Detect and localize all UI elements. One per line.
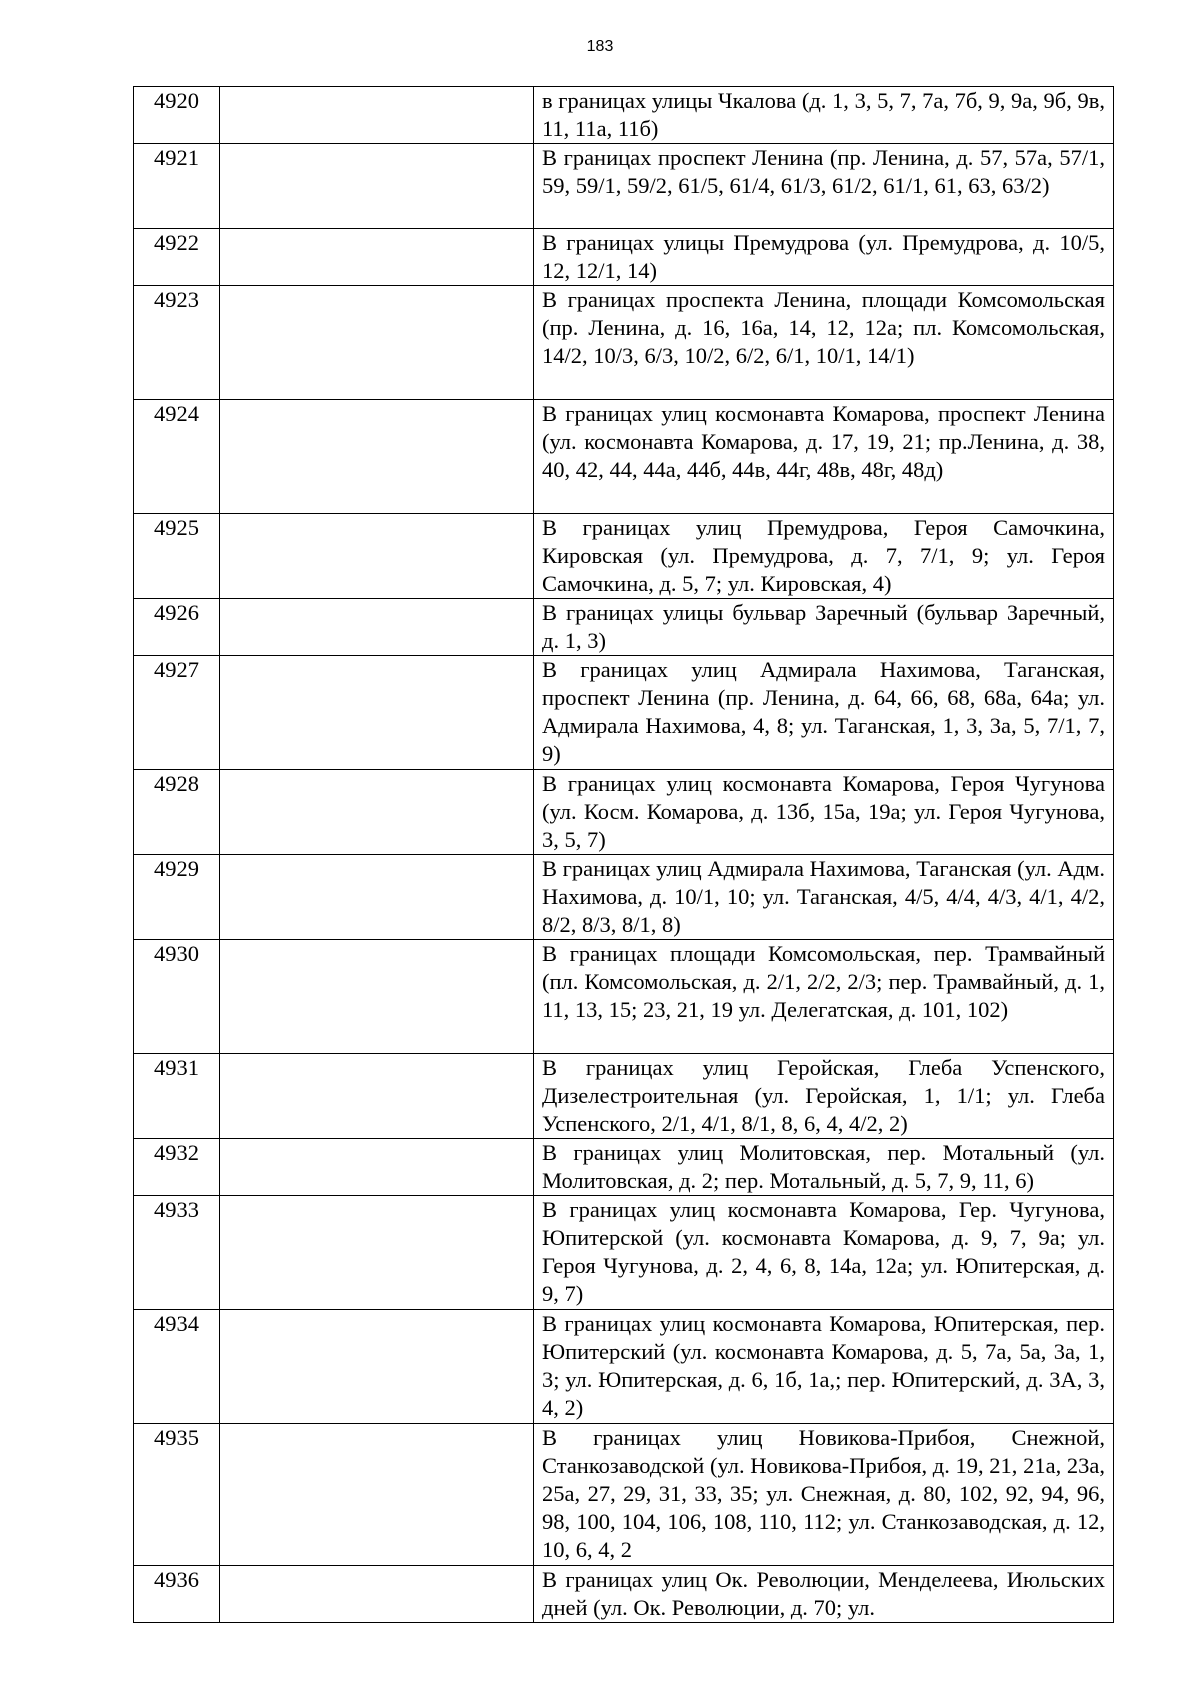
table-row bbox=[134, 286, 1114, 400]
row-number: 4930 bbox=[134, 940, 220, 1054]
row-number: 4928 bbox=[134, 770, 220, 855]
table-row bbox=[134, 1566, 1114, 1623]
empty-cell bbox=[220, 1566, 534, 1623]
table-row bbox=[134, 940, 1114, 1054]
empty-cell bbox=[220, 599, 534, 656]
page-number: 183 bbox=[586, 38, 614, 55]
table-row bbox=[134, 1424, 1114, 1566]
row-number: 4922 bbox=[134, 229, 220, 286]
address-description: В границах улиц космонавта Комарова, проспект Ленина (ул. космонавта Комарова, д. 17, 19, 21; пр.Ленина, д. 38, 40, 42, 44, 44а, 44б, 44в, 44г, 48в, 48г, 48д) bbox=[534, 400, 1114, 514]
address-description: В границах улицы Премудрова (ул. Премудрова, д. 10/5, 12, 12/1, 14) bbox=[534, 229, 1114, 286]
row-number: 4923 bbox=[134, 286, 220, 400]
address-table bbox=[133, 86, 1114, 1623]
empty-cell bbox=[220, 770, 534, 855]
address-description: В границах улиц Молитовская, пер. Мотальный (ул. Молитовская, д. 2; пер. Мотальный, д. 5, 7, 9, 11, 6) bbox=[534, 1139, 1114, 1196]
row-number: 4926 bbox=[134, 599, 220, 656]
table-row bbox=[134, 1139, 1114, 1196]
row-number: 4924 bbox=[134, 400, 220, 514]
address-description: В границах площади Комсомольская, пер. Трамвайный (пл. Комсомольская, д. 2/1, 2/2, 2/3; пер. Трамвайный, д. 1, 11, 13, 15; 23, 21, 19 ул. Делегатская, д. 101, 102) bbox=[534, 940, 1114, 1054]
row-number: 4931 bbox=[134, 1054, 220, 1139]
empty-cell bbox=[220, 1310, 534, 1424]
table-row bbox=[134, 87, 1114, 144]
table-row bbox=[134, 1054, 1114, 1139]
address-description: В границах улиц Адмирала Нахимова, Таганская, проспект Ленина (пр. Ленина, д. 64, 66, 68, 68а, 64а; ул. Адмирала Нахимова, 4, 8; ул. Таганская, 1, 3, 3а, 5, 7/1, 7, 9) bbox=[534, 656, 1114, 770]
row-number: 4935 bbox=[134, 1424, 220, 1566]
address-description: В границах улицы бульвар Заречный (бульвар Заречный, д. 1, 3) bbox=[534, 599, 1114, 656]
empty-cell bbox=[220, 400, 534, 514]
empty-cell bbox=[220, 1196, 534, 1310]
address-description: В границах улиц космонавта Комарова, Юпитерская, пер. Юпитерский (ул. космонавта Комарова, д. 5, 7а, 5а, 3а, 1, 3; ул. Юпитерская, д. 6, 1б, 1а,; пер. Юпитерский, д. 3А, 3, 4, 2) bbox=[534, 1310, 1114, 1424]
empty-cell bbox=[220, 514, 534, 599]
table-row bbox=[134, 144, 1114, 229]
address-description: в границах улицы Чкалова (д. 1, 3, 5, 7, 7а, 7б, 9, 9а, 9б, 9в, 11, 11а, 11б) bbox=[534, 87, 1114, 144]
empty-cell bbox=[220, 855, 534, 940]
row-number: 4932 bbox=[134, 1139, 220, 1196]
address-description: В границах улиц Новикова-Прибоя, Снежной, Станкозаводской (ул. Новикова-Прибоя, д. 19, 21, 21а, 23а, 25а, 27, 29, 31, 33, 35; ул. Снежная, д. 80, 102, 92, 94, 96, 98, 100, 104, 106, 108, 110, 112; ул. Станкозаводская, д. 12, 10, 6, 4, 2 bbox=[534, 1424, 1114, 1566]
table-row bbox=[134, 400, 1114, 514]
empty-cell bbox=[220, 144, 534, 229]
empty-cell bbox=[220, 286, 534, 400]
row-number: 4933 bbox=[134, 1196, 220, 1310]
address-description: В границах улиц Геройская, Глеба Успенского, Дизелестроительная (ул. Геройская, 1, 1/1; ул. Глеба Успенского, 2/1, 4/1, 8/1, 8, 6, 4, 4/2, 2) bbox=[534, 1054, 1114, 1139]
row-number: 4927 bbox=[134, 656, 220, 770]
address-description: В границах проспекта Ленина, площади Комсомольская (пр. Ленина, д. 16, 16а, 14, 12, 12а; пл. Комсомольская, 14/2, 10/3, 6/3, 10/2, 6/2, 6/1, 10/1, 14/1) bbox=[534, 286, 1114, 400]
empty-cell bbox=[220, 1139, 534, 1196]
address-description: В границах улиц Адмирала Нахимова, Таганская (ул. Адм. Нахимова, д. 10/1, 10; ул. Таганская, 4/5, 4/4, 4/3, 4/1, 4/2, 8/2, 8/3, 8/1, 8) bbox=[534, 855, 1114, 940]
empty-cell bbox=[220, 229, 534, 286]
row-number: 4936 bbox=[134, 1566, 220, 1623]
table-row bbox=[134, 1310, 1114, 1424]
empty-cell bbox=[220, 656, 534, 770]
table-row bbox=[134, 514, 1114, 599]
address-description: В границах улиц Премудрова, Героя Самочкина, Кировская (ул. Премудрова, д. 7, 7/1, 9; ул. Героя Самочкина, д. 5, 7; ул. Кировская, 4) bbox=[534, 514, 1114, 599]
table-row bbox=[134, 855, 1114, 940]
empty-cell bbox=[220, 940, 534, 1054]
row-number: 4925 bbox=[134, 514, 220, 599]
address-description: В границах проспект Ленина (пр. Ленина, д. 57, 57а, 57/1, 59, 59/1, 59/2, 61/5, 61/4, 61/3, 61/2, 61/1, 61, 63, 63/2) bbox=[534, 144, 1114, 229]
empty-cell bbox=[220, 1054, 534, 1139]
table-row bbox=[134, 229, 1114, 286]
table-row bbox=[134, 1196, 1114, 1310]
empty-cell bbox=[220, 1424, 534, 1566]
row-number: 4934 bbox=[134, 1310, 220, 1424]
address-description: В границах улиц Ок. Революции, Менделеева, Июльских дней (ул. Ок. Революции, д. 70; ул. bbox=[534, 1566, 1114, 1623]
row-number: 4920 bbox=[134, 87, 220, 144]
address-description: В границах улиц космонавта Комарова, Гер. Чугунова, Юпитерской (ул. космонавта Комарова, д. 9, 7, 9а; ул. Героя Чугунова, д. 2, 4, 6, 8, 14а, 12а; ул. Юпитерская, д. 9, 7) bbox=[534, 1196, 1114, 1310]
row-number: 4921 bbox=[134, 144, 220, 229]
table-row bbox=[134, 656, 1114, 770]
table-row bbox=[134, 599, 1114, 656]
row-number: 4929 bbox=[134, 855, 220, 940]
table-body bbox=[134, 87, 1114, 1623]
table-row bbox=[134, 770, 1114, 855]
address-description: В границах улиц космонавта Комарова, Героя Чугунова (ул. Косм. Комарова, д. 13б, 15а, 19а; ул. Героя Чугунова, 3, 5, 7) bbox=[534, 770, 1114, 855]
empty-cell bbox=[220, 87, 534, 144]
